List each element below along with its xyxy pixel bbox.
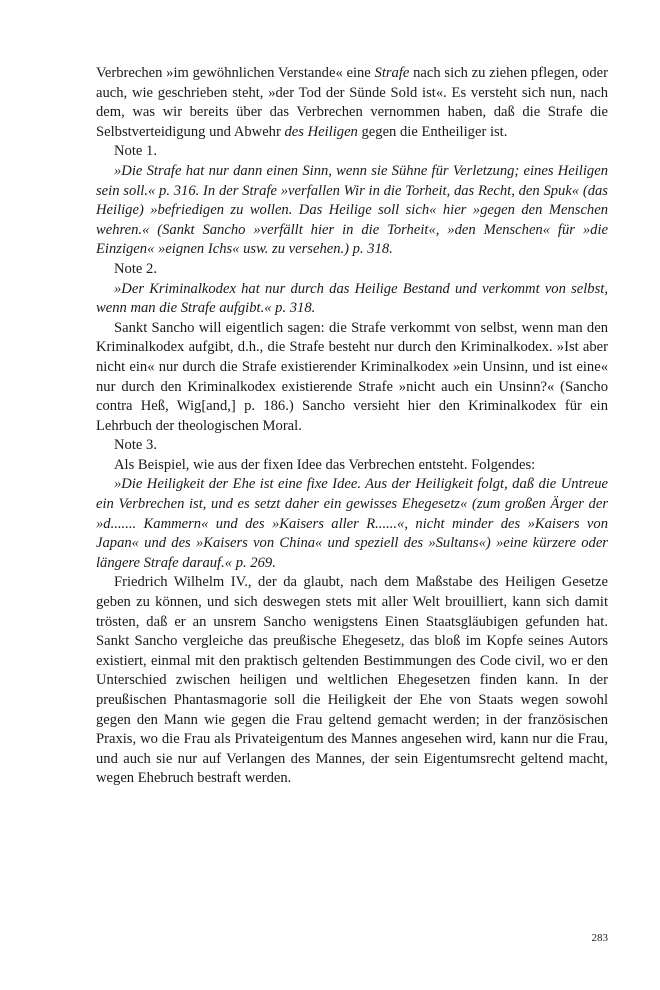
note-1-heading: Note 1.: [114, 143, 157, 160]
note-3-commentary: Friedrich Wilhelm IV., der da glaubt, nach dem Maßstabe des Heiligen Gesetze geben zu können, und sich deswegen stets mit aller Welt brouilliert, kann sich damit trösten, daß er an unsrem Sancho wenigstens Einen Staatsgläubigen gefunden hat. Sankt Sancho vergleiche das preußische Ehegesetz, das bloß im Kopfe seines Autors existiert, einmal mit den praktisch geltenden Bestimmungen des Code civil, wo er den Unterschied zwischen heiligen und weltlichen Ehegesetzen finden kann. In der preußischen Phantasmagorie soll die Heiligkeit der Ehe von Staats wegen sowohl gegen den Mann wie gegen die Frau geltend gemacht werden; in der französischen Praxis, wo die Frau als Privateigentum des Mannes angesehen wird, kann nur die Frau, und auch sie nur auf Verlangen des Mannes, der sein Eigentumsrecht geltend macht, wegen Ehebruch bestraft werden.: [96, 574, 608, 787]
paragraph-continuation: Verbrechen »im gewöhnlichen Verstande« eine Strafe nach sich zu ziehen pflegen, oder auch, wie geschrieben steht, »der Tod der Sünde Sold ist«. Es versteht sich nun, nach dem, was wir bereits über das Verbrechen vernommen haben, daß die Strafe die Selbstverteidigung und Abwehr des Heiligen gegen die Entheiliger ist.: [96, 65, 608, 140]
note-2-quote: »Der Kriminalkodex hat nur durch das Heilige Bestand und verkommt von selbst, wenn man die Strafe aufgibt.« p. 318.: [96, 280, 608, 317]
note-2-heading: Note 2.: [114, 260, 157, 277]
page-number: 283: [591, 932, 608, 944]
note-3-heading: Note 3.: [114, 437, 157, 454]
note-1-quote: »Die Strafe hat nur dann einen Sinn, wenn sie Sühne für Verletzung; eines Heiligen sein soll.« p. 316. In der Strafe »verfallen Wir in die Torheit, das Recht, den Spuk« (das Heilige) »befriedigen zu wollen. Das Heilige soll sich« hier »gegen den Menschen wehren.« (Sankt Sancho »verfällt hier in die Torheit«, »den Menschen« für »die Einzigen« »eignen Ichs« usw. zu versehen.) p. 318.: [96, 162, 608, 258]
page-body: [96, 64, 608, 789]
note-2-commentary: Sankt Sancho will eigentlich sagen: die Strafe verkommt von selbst, wenn man den Kriminalkodex aufgibt, d.h., die Strafe besteht nur durch den Kriminalkodex. »Ist aber nicht ein« nur durch die Strafe existierender Kriminalkodex »ein Unsinn, und ist eine« nur durch den Kriminalkodex existierende Strafe »nicht auch ein Unsinn?« (Sancho contra Heß, Wig[and,] p. 186.) Sancho versieht hier den Kriminalkodex für ein Lehrbuch der theologischen Moral.: [96, 319, 608, 434]
note-3-quote: »Die Heiligkeit der Ehe ist eine fixe Idee. Aus der Heiligkeit folgt, daß die Untreue ein Verbrechen ist, und es setzt daher ein gewisses Ehegesetz« (zum großen Ärger der »d....... Kammern« und des »Kaisers aller R......«, nicht minder des »Kaisers von Japan« und des »Kaisers von China« und speziell des »Sultans«) »eine kürzere oder längere Strafe darauf.« p. 269.: [96, 476, 608, 571]
note-3-intro: Als Beispiel, wie aus der fixen Idee das Verbrechen entsteht. Folgendes:: [114, 456, 536, 473]
